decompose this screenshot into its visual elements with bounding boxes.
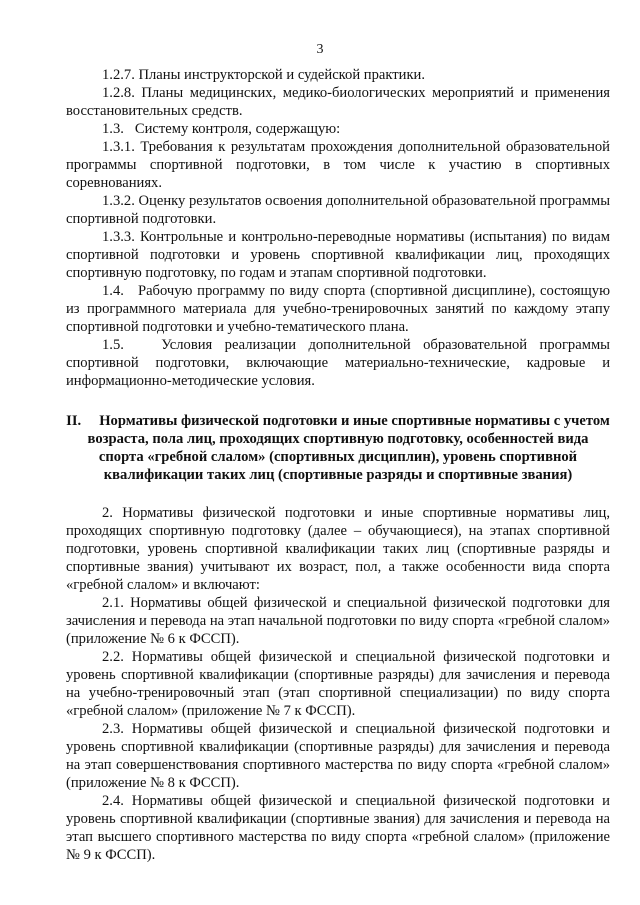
paragraph-1-4: 1.4. Рабочую программу по виду спорта (спортивной дисциплине), состоящую из программного материала для учебно-тренировочных занятий по каждому этапу спортивной подготовки и учебно-тематического плана.	[66, 283, 614, 335]
section-number: II.	[66, 413, 82, 429]
page-number: 3	[316, 42, 324, 57]
paragraph-1-3-2: 1.3.2. Оценку результатов освоения дополнительной образовательной программы спортивной подготовки.	[66, 193, 610, 227]
paragraph-2-3: 2.3. Нормативы общей физической и специальной физической подготовки и уровень спортивной квалификации (спортивные разряды) для зачисления и перевода на этап совершенствования спортивного мастерства по виду спорта «гребной слалом» (приложение № 8 к ФССП).	[66, 721, 610, 791]
paragraph-1-5: 1.5. Условия реализации дополнительной образовательной программы спортивной подготовки, включающие материально-технические, кадровые и информационно-методические условия.	[66, 337, 614, 389]
section-title: Нормативы физической подготовки и иные спортивные нормативы с учетом возраста, пола лиц, проходящих спортивную подготовку, особенностей вида спорта «гребной слалом» (спортивных дисциплин), уровень спортивной квалификации таких лиц (спортивные разряды и спортивные звания)	[87, 413, 610, 483]
document-body	[66, 66, 614, 864]
paragraph-2: 2. Нормативы физической подготовки и иные спортивные нормативы лиц, проходящих спортивную подготовку (далее – обучающиеся), на этапах спортивной подготовки, уровень спортивной квалификации таких лиц (спортивные разряды и спортивные звания) учитывают их возраст, пол, а также особенности вида спорта «гребной слалом» и включают:	[66, 505, 610, 593]
section-heading	[66, 412, 610, 484]
paragraph-1-2-8: 1.2.8. Планы медицинских, медико-биологических мероприятий и применения восстановительных средств.	[66, 85, 610, 119]
paragraph-1-3-3: 1.3.3. Контрольные и контрольно-переводные нормативы (испытания) по видам спортивной подготовки и уровень спортивной квалификации лиц, проходящих спортивную подготовку, по годам и этапам спортивной подготовки.	[66, 229, 610, 281]
paragraph-1-3: 1.3. Систему контроля, содержащую:	[102, 121, 341, 137]
paragraph-2-1: 2.1. Нормативы общей физической и специальной физической подготовки для зачисления и перевода на этап начальной подготовки по виду спорта «гребной слалом» (приложение № 6 к ФССП).	[66, 595, 610, 647]
paragraph-1-2-7: 1.2.7. Планы инструкторской и судейской практики.	[102, 67, 425, 83]
paragraph-2-2: 2.2. Нормативы общей физической и специальной физической подготовки и уровень спортивной квалификации (спортивные разряды) для зачисления и перевода на учебно-тренировочный этап (этап спортивной специализации) по виду спорта «гребной слалом» (приложение № 7 к ФССП).	[66, 649, 610, 719]
paragraph-1-3-1: 1.3.1. Требования к результатам прохождения дополнительной образовательной программы спортивной подготовки, в том числе к участию в спортивных соревнованиях.	[66, 139, 610, 191]
paragraph-2-4: 2.4. Нормативы общей физической и специальной физической подготовки и уровень спортивной квалификации (спортивные звания) для зачисления и перевода на этап высшего спортивного мастерства по виду спорта «гребной слалом» (приложение № 9 к ФССП).	[66, 793, 610, 863]
